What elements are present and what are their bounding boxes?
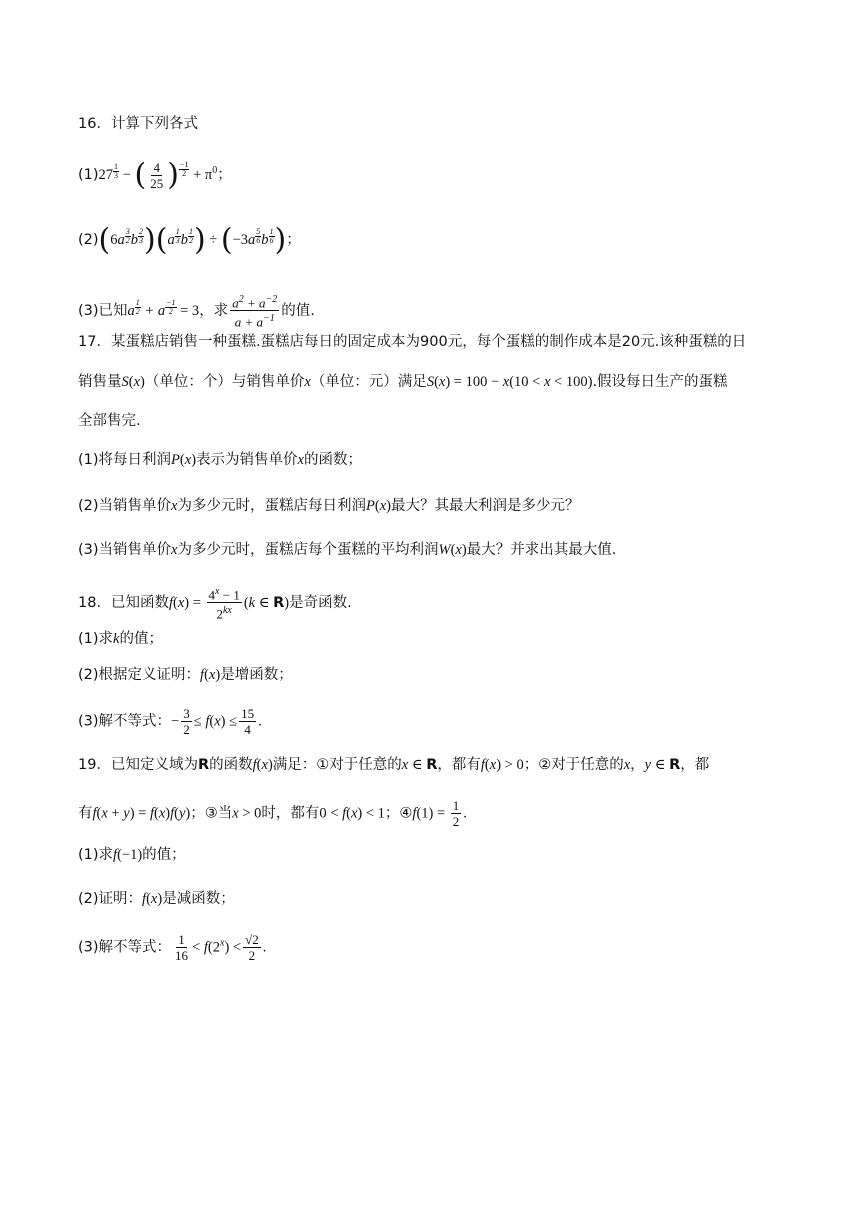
q19-part1: (1)求f(−1)的值； bbox=[78, 847, 186, 863]
q16-part1-label: (1) bbox=[78, 166, 99, 183]
q16-part2-expr: (6a $\frac{3}{2}$ b $\frac{2}{3}$ )(a $\frac{1}{3}$ b $\frac{1}{2}$ ) ÷ (−3a $\frac{5}{6}$ b $\frac{1}{6}$ ) bbox=[98, 222, 287, 258]
q16-part1-expr: 27 $\frac{1}{3}$ − ( $\frac{4}{25}$ ) $\frac{-1}{2}$ + $\pi^0$ bbox=[98, 157, 218, 193]
q19-part2: (2)证明：f(x)是减函数； bbox=[78, 891, 235, 907]
q18-line1: 18．已知函数f(x) = $\frac{4^x - 1}{2^{kx}}$ (k ∈ R)是奇函数. bbox=[78, 586, 352, 622]
q18-function-frac: $\frac{4^x - 1}{2^{kx}}$ bbox=[208, 586, 240, 622]
q18-part3: (3)解不等式：− $\frac{3}{2}$ ≤ f(x) ≤ $\frac{15}{4}$ . bbox=[78, 706, 262, 737]
q16-part3-target: $\frac{a^2 + a^{-2}}{a + a^{-1}}$ bbox=[232, 294, 278, 330]
q19-line2: 有f(x + y) = f(x)f(y)；③当x > 0时，都有0 < f(x) < 1；④f(1) = $\frac{1}{2}$ . bbox=[78, 798, 467, 829]
q16-part3-given: a $\frac{1}{2}$ + a $\frac{-1}{2}$ = 3 bbox=[127, 297, 200, 319]
q16-title: 16．计算下列各式 bbox=[78, 116, 198, 132]
q16-part2-label: (2) bbox=[78, 232, 99, 248]
q17-part1: (1)将每日利润P(x)表示为销售单价x的函数； bbox=[78, 452, 362, 468]
q17-part3: (3)当销售单价x为多少元时，蛋糕店每个蛋糕的平均利润W(x)最大？并求出其最大值. bbox=[78, 542, 617, 558]
q19-part3: (3)解不等式： $\frac{1}{16}$ < $f(2^x)$ < $\frac{√2}{2}$ . bbox=[78, 932, 267, 963]
q17-line2: 销售量S(x)（单位：个）与销售单价x（单位：元）满足S(x) = 100 − x(10 < x < 100).假设每日生产的蛋糕 bbox=[78, 374, 728, 390]
q18-part1: (1)求k的值； bbox=[78, 631, 163, 647]
q17-line1: 17．某蛋糕店销售一种蛋糕.蛋糕店每日的固定成本为900元，每个蛋糕的制作成本是20元.该种蛋糕的日 bbox=[78, 334, 747, 350]
q16-part2: (2)(6a $\frac{3}{2}$ b $\frac{2}{3}$ )(a $\frac{1}{3}$ b $\frac{1}{2}$ ) ÷ (−3a $\frac{5}{6}$ b $\frac{1}{6}$ )； bbox=[78, 222, 301, 258]
q18-part2: (2)根据定义证明：f(x)是增函数； bbox=[78, 667, 293, 683]
q17-line3: 全部售完. bbox=[78, 413, 141, 429]
q17-part2: (2)当销售单价x为多少元时，蛋糕店每日利润P(x)最大？其最大利润是多少元？ bbox=[78, 498, 580, 514]
q16-part3-label: (3)已知 bbox=[78, 302, 128, 319]
q19-line1: 19．已知定义域为R的函数f(x)满足：①对于任意的x ∈ R，都有f(x) > 0；②对于任意的x，y ∈ R，都 bbox=[78, 757, 710, 773]
q16-part3: (3)已知a $\frac{1}{2}$ + a $\frac{-1}{2}$ = 3，求 $\frac{a^2 + a^{-2}}{a + a^{-1}}$ 的值. bbox=[78, 294, 315, 330]
q16-part1: (1)27 $\frac{1}{3}$ − ( $\frac{4}{25}$ ) $\frac{-1}{2}$ + $\pi^0$； bbox=[78, 157, 232, 193]
